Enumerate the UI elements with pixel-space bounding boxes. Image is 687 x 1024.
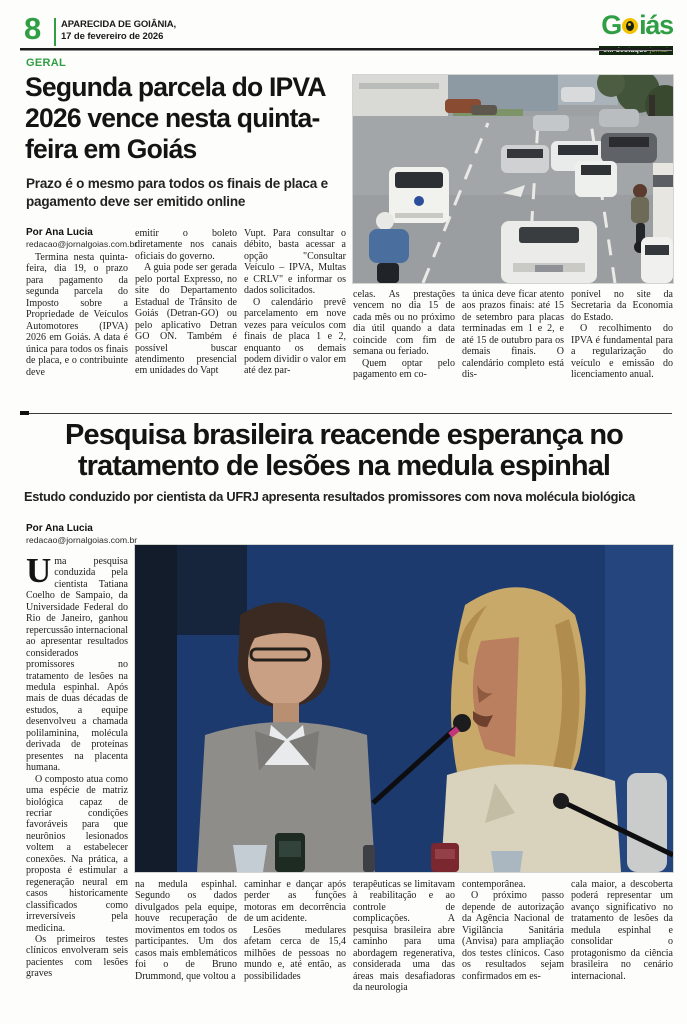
body-paragraph: O calendário prevê parcelamento em nove vezes para veículos com finais de placa 1 e 2, enquanto os demais podem dividir o valor em até dez par-	[244, 296, 346, 377]
body-paragraph: A guia pode ser gerada pelo portal Expresso, no site do Departamento Estadual de Trânsito de Goiás (Detran-GO) ou pelo aplicativo Detran GO ON. Também é possível buscar atendimento presencial em unidades do Vapt	[135, 262, 237, 377]
body-paragraph: Lesões medulares afetam cerca de 15,4 milhões de pessoas no mundo e, até então, as possibilidades	[244, 924, 346, 982]
article2-author: Por Ana Lucia	[26, 523, 93, 534]
body-paragraph: O composto atua como uma espécie de matriz biológica capaz de recriar condições favoráveis para que neurônios lesionados voltem a estabelecer conexões. Na prática, a proposta é estimular a regeneração neural em casos historicamente classificados como irreversíveis pela medicina.	[26, 773, 128, 934]
body-paragraph: O próximo passo depende de autorização da Agência Nacional de Vigilância Sanitária (Anvisa) para ampliação dos testes clínicos. Caso os resultados sejam confirmados em es-	[462, 890, 564, 982]
traffic-photo-illustration	[353, 75, 673, 283]
drop-cap: U	[26, 556, 52, 590]
body-paragraph: Os primeiros testes clínicos envolveram seis pacientes com lesões graves	[26, 933, 128, 980]
article1-subtitle: Prazo é o mesmo para todos os finais de placa e pagamento deve ser emitido online	[26, 176, 328, 209]
article1-column-4	[353, 289, 455, 409]
section-label: GERAL	[26, 57, 66, 69]
body-paragraph: Termina nesta quinta-feira, dia 19, o prazo para pagamento da segunda parcela do Imposto sobre a Propriedade de Veículos Automotores (IPVA) 2026 em Goiás. A data é única para todos os finais de placa, e o contribuinte deve	[26, 252, 128, 378]
body-paragraph: emitir o boleto diretamente nos canais oficiais do governo.	[135, 228, 237, 262]
dateline	[61, 19, 176, 42]
logo-toucan-eye-icon	[622, 18, 638, 34]
article1-column-1	[26, 252, 128, 408]
article1-headline: Segunda parcela do IPVA 2026 vence nesta quinta-feira em Goiás	[25, 72, 325, 164]
article1-author: Por Ana Lucia	[26, 227, 93, 238]
article2-column-5	[462, 879, 564, 1015]
header-rule	[20, 48, 672, 51]
dateline-date: 17 de fevereiro de 2026	[61, 30, 164, 42]
header-separator	[54, 18, 56, 46]
article1-author-email: redacao@jornalgoias.com.br	[26, 239, 138, 249]
article2-column-2	[135, 879, 237, 1015]
article1-column-2	[135, 228, 237, 409]
logo-wordmark: G iás	[601, 10, 673, 40]
body-paragraph: na medula espinhal. Segundo os dados divulgados pela equipe, houve recuperação de movimentos em todos os participantes. Um dos casos mais emblemáticos foi o de Bruno Drummond, que voltou a	[135, 879, 237, 982]
article2-byline	[26, 523, 136, 546]
article1-byline	[26, 227, 138, 250]
dateline-city: APARECIDA DE GOIÂNIA,	[61, 19, 177, 30]
article2-column-6	[571, 879, 673, 1015]
body-paragraph: caminhar e dançar após perder as funções motoras em decorrência de um acidente.	[244, 879, 346, 925]
article2-author-email: redacao@jornalgoias.com.br	[26, 535, 138, 545]
article1-column-5	[462, 289, 564, 409]
article1-column-6	[571, 289, 673, 409]
body-paragraph: O recolhimento do IPVA é fundamental para a regularização do veículo e emissão do licenciamento anual.	[571, 323, 673, 381]
body-paragraph: cala maior, a descoberta poderá representar um avanço significativo no tratamento de lesões da medula espinhal e consolidar o protagonismo da ciência brasileira no cenário internacional.	[571, 879, 673, 982]
article2-headline: Pesquisa brasileira reacende esperança no tratamento de lesões na medula espinhal	[65, 419, 623, 482]
article1-column-3	[244, 228, 346, 409]
article2-subtitle: Estudo conduzido por cientista da UFRJ apresenta resultados promissores com nova molécula biológica	[24, 489, 635, 504]
body-paragraph: ponível no site da Secretaria da Economia do Estado.	[571, 289, 673, 323]
article-divider-rule	[20, 413, 672, 414]
body-paragraph: celas. As prestações vencem no dia 15 de cada mês ou no próximo dia útil quando a data coincide com fim de semana ou feriado.	[353, 289, 455, 358]
article1-traffic-photo	[353, 75, 673, 283]
article2-column-3	[244, 879, 346, 1015]
article2-column-1	[26, 556, 128, 1012]
body-paragraph: Uma pesquisa conduzida pela cientista Tatiana Coelho de Sampaio, da Universidade Federal do Rio de Janeiro, ganhou repercussão internacional ao apresentar resultados considerados promissores no tratamento de lesões na medula espinhal. Após mais de duas décadas de estudos, a equipe desenvolveu a chamada polilaminina, molécula derivada de proteínas presentes na placenta humana.	[26, 556, 128, 774]
article2-press-conference-photo	[135, 545, 673, 872]
article2-column-4	[353, 879, 455, 1015]
body-paragraph: terapêuticas se limitavam à reabilitação e ao controle de complicações. A pesquisa brasileira abre caminho para uma abordagem regenerativa, considerada uma das áreas mais desafiadoras da neurologia	[353, 879, 455, 994]
body-paragraph: contemporânea.	[462, 879, 526, 890]
body-paragraph: ta única deve ficar atento aos prazos finais: até 15 de setembro para placas terminadas em 1 e 2, e até 15 de outubro para os demais finais. O calendário completo está dis-	[462, 289, 564, 381]
article-divider-tick	[20, 411, 29, 415]
press-conference-illustration	[135, 545, 673, 872]
body-paragraph: Quem optar pelo pagamento em co-	[353, 357, 455, 381]
page-number: 8	[24, 11, 42, 46]
body-paragraph: Vupt. Para consultar o débito, basta acessar a opção "Consultar Veículo – IPVA, Multas e CRLV" e informar os dados solicitados.	[244, 228, 346, 297]
